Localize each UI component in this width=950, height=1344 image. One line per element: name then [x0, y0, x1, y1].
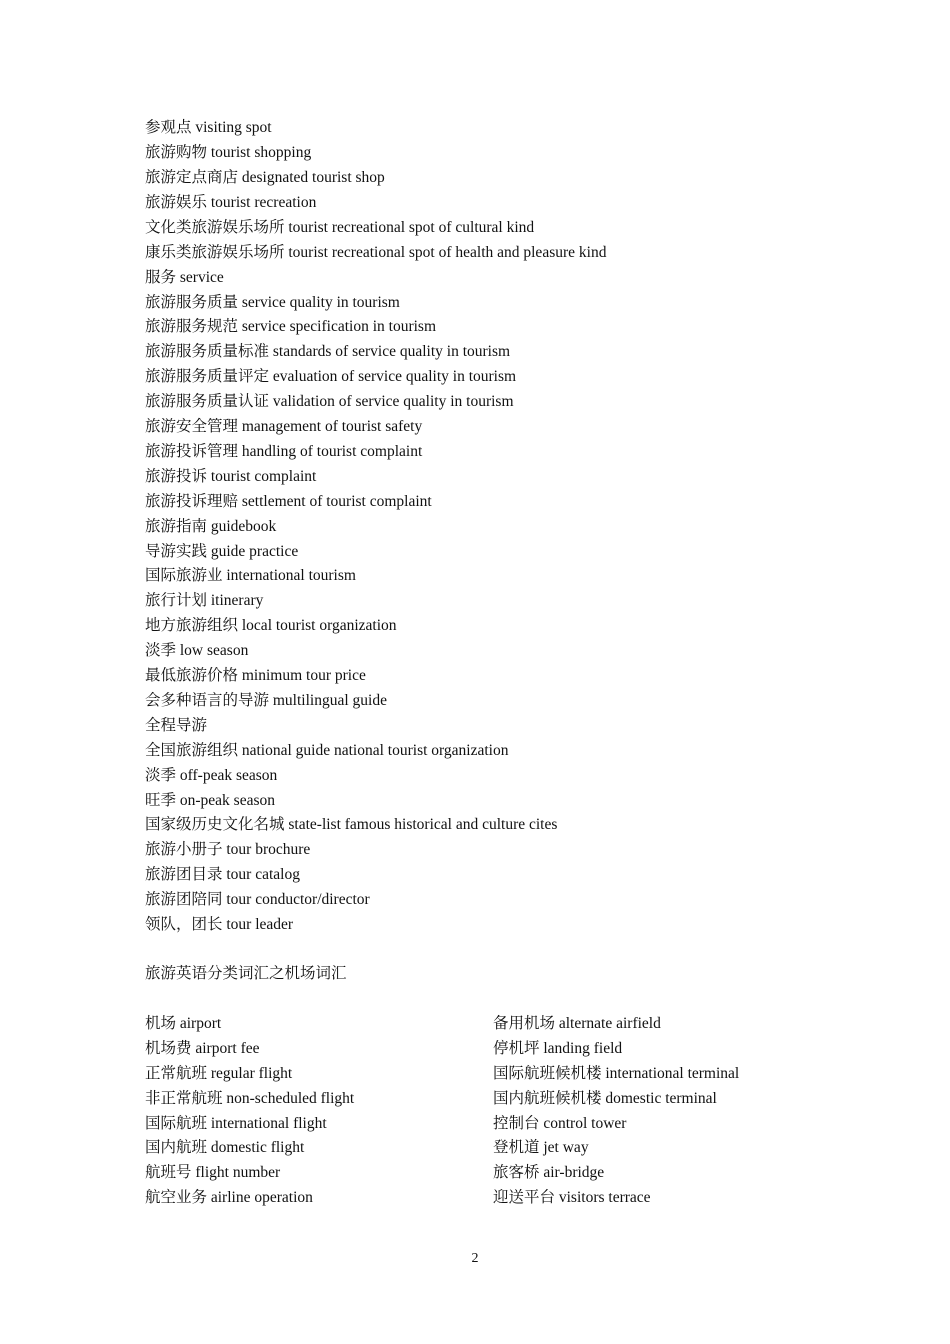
term-line: 旅游指南 guidebook — [145, 518, 277, 535]
airport-term-left: 航班号 flight number — [145, 1164, 281, 1181]
term-line: 康乐类旅游娱乐场所 tourist recreational spot of health and pleasure kind — [145, 244, 607, 261]
airport-term-right: 控制台 control tower — [493, 1115, 627, 1132]
term-line: 旅游服务质量标准 standards of service quality in tourism — [145, 343, 511, 360]
airport-term-left: 航空业务 airline operation — [145, 1189, 313, 1206]
airport-term-left: 机场费 airport fee — [145, 1040, 260, 1057]
airport-term-right: 国内航班候机楼 domestic terminal — [493, 1090, 717, 1107]
term-line: 旅游投诉管理 handling of tourist complaint — [145, 443, 423, 460]
term-line: 旅游小册子 tour brochure — [145, 841, 311, 858]
airport-term-left: 非正常航班 non-scheduled flight — [145, 1090, 355, 1107]
term-line: 旅游投诉 tourist complaint — [145, 468, 317, 485]
term-line: 全程导游 — [145, 717, 208, 734]
airport-term-right: 旅客桥 air-bridge — [493, 1164, 605, 1181]
term-line: 服务 service — [145, 269, 224, 286]
term-line: 旅游服务规范 service specification in tourism — [145, 318, 436, 335]
term-line: 旅游投诉理赔 settlement of tourist complaint — [145, 493, 432, 510]
airport-term-right: 迎送平台 visitors terrace — [493, 1189, 651, 1206]
term-line: 国际旅游业 international tourism — [145, 567, 356, 584]
term-line: 旅游服务质量 service quality in tourism — [145, 294, 400, 311]
airport-term-right: 登机道 jet way — [493, 1139, 589, 1156]
airport-term-right: 备用机场 alternate airfield — [493, 1015, 661, 1032]
term-line: 旅游安全管理 management of tourist safety — [145, 418, 423, 435]
airport-term-right: 国际航班候机楼 international terminal — [493, 1065, 740, 1082]
term-line: 文化类旅游娱乐场所 tourist recreational spot of cultural kind — [145, 219, 535, 236]
term-line: 会多种语言的导游 multilingual guide — [145, 692, 387, 709]
term-line: 旺季 on-peak season — [145, 792, 275, 809]
page-number: 2 — [471, 1251, 479, 1266]
term-line: 全国旅游组织 national guide national tourist organization — [145, 742, 509, 759]
airport-term-left: 机场 airport — [145, 1015, 222, 1032]
term-line: 旅游购物 tourist shopping — [145, 144, 312, 161]
term-line: 旅游服务质量认证 validation of service quality in tourism — [145, 393, 514, 410]
term-line: 旅游定点商店 designated tourist shop — [145, 169, 385, 186]
term-line: 参观点 visiting spot — [145, 119, 272, 136]
term-line: 地方旅游组织 local tourist organization — [145, 617, 397, 634]
section-heading: 旅游英语分类词汇之机场词汇 — [145, 965, 347, 982]
term-line: 旅游团目录 tour catalog — [145, 866, 300, 883]
term-line: 旅行计划 itinerary — [145, 592, 264, 609]
airport-term-left: 国内航班 domestic flight — [145, 1139, 305, 1156]
term-line: 国家级历史文化名城 state-list famous historical and culture cites — [145, 816, 558, 833]
term-line: 旅游服务质量评定 evaluation of service quality in tourism — [145, 368, 517, 385]
airport-term-right: 停机坪 landing field — [493, 1040, 623, 1057]
term-line: 导游实践 guide practice — [145, 543, 299, 560]
airport-term-left: 国际航班 international flight — [145, 1115, 327, 1132]
airport-term-left: 正常航班 regular flight — [145, 1065, 293, 1082]
term-line: 旅游娱乐 tourist recreation — [145, 194, 317, 211]
term-line: 领队，团长 tour leader — [145, 916, 294, 933]
term-line: 淡季 off-peak season — [145, 767, 278, 784]
term-line: 淡季 low season — [145, 642, 249, 659]
term-line: 最低旅游价格 minimum tour price — [145, 667, 366, 684]
term-line: 旅游团陪同 tour conductor/director — [145, 891, 370, 908]
